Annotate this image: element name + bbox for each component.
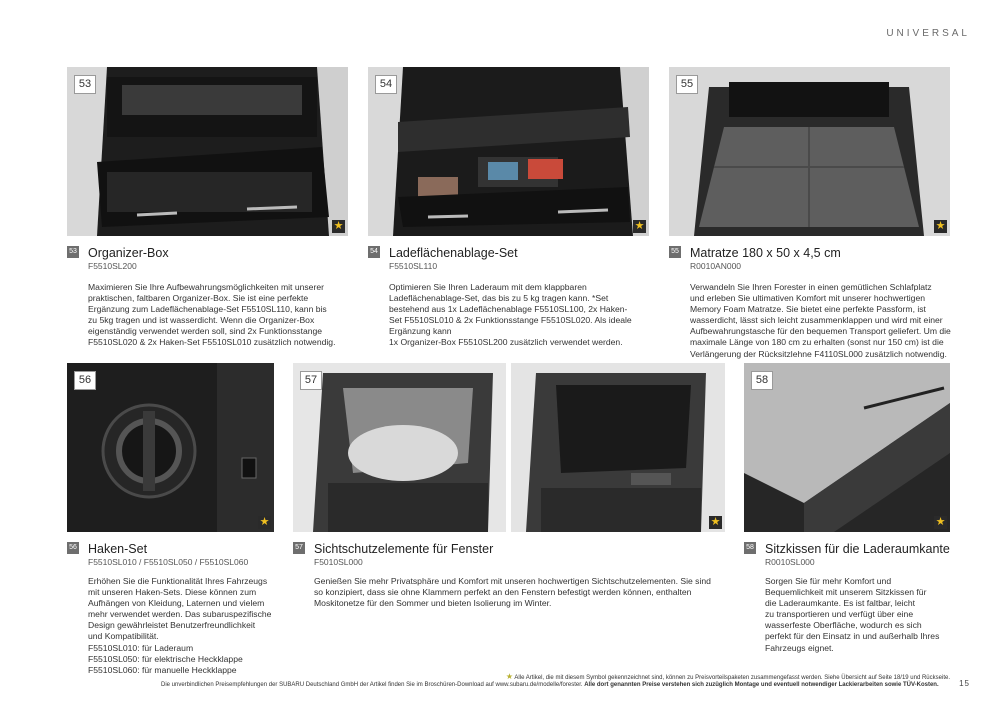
item-tag: 55 — [669, 246, 681, 258]
matratze-image — [669, 67, 950, 236]
description-line: Verlängerung der Rücksitzlehne F4110SL000 zusätzlich notwendig. — [690, 348, 947, 359]
description-line: Optimieren Sie Ihren Laderaum mit dem klappbaren — [389, 282, 587, 292]
description-line: zu transportieren und verfügt über eine — [765, 609, 914, 620]
description-line: bestehend aus 1x Ladeflächenablage F5510SL100, 2x Haken- — [389, 304, 628, 315]
item-title: Sichtschutzelemente für Fenster — [314, 542, 494, 556]
description-line: wasserdicht, lässt sich leicht zusammenklappen und wird mit einer — [690, 315, 943, 326]
description-line: F5510SL010: für Laderaum — [88, 642, 194, 653]
star-icon: ★ — [333, 220, 344, 232]
description-line: 1x Organizer-Box F5510SL200 zusätzlich verwendet werden. — [389, 337, 623, 348]
item-code: F5010SL000 — [314, 557, 363, 567]
footer-legal-bold: Alle dort genannten Preise verstehen sich zuzüglich Montage und eventuell notwendiger Lackierarbeiten sowie TÜV-Kosten. — [584, 682, 939, 688]
sichtschutz-right-image — [511, 363, 725, 532]
description-line: Bequemlichkeit mit unserem Sitzkissen für — [765, 587, 927, 598]
photo-ladeflaechenablage — [368, 67, 649, 236]
haken-set-image — [67, 363, 274, 532]
item-number: 53 — [74, 75, 96, 94]
ladeflaechenablage-image — [368, 67, 649, 236]
description-line: Ergänzung zum Ladeflächenablage-Set F5510SL110, kann bis — [88, 304, 327, 315]
description-line: zu 5kg tragen und ist wasserdicht. Wenn die Organizer-Box — [88, 315, 315, 326]
photo-matratze — [669, 67, 950, 236]
star-icon: ★ — [259, 516, 270, 528]
item-title: Ladeflächenablage-Set — [389, 246, 518, 260]
description-line: Ladeflächenablage-Set, das bis zu 5 kg tragen kann. *Set — [389, 293, 609, 304]
description-line: und Kompatibilität. — [88, 631, 159, 642]
description-line: Maximieren Sie Ihre Aufbewahrungsmöglichkeiten mit unserer — [88, 282, 324, 292]
description-line: perfekt für den Einsatz in und außerhalb Ihres — [765, 631, 940, 642]
description-line: F5510SL060: für manuelle Heckklappe — [88, 664, 237, 675]
description-line: Aufhängen von Kleidung, Laternen und vielem — [88, 598, 265, 609]
description-line: Moskitonetze für den Sommer und bieten Isolierung im Winter. — [314, 598, 552, 609]
description-line: maximale Länge von 180 cm zu erhalten (sonst nur 150 cm) ist die — [690, 337, 944, 348]
item-number: 56 — [74, 371, 96, 390]
description-line: und erleben Sie ultimativen Komfort mit unserer hochwertigen — [690, 293, 926, 304]
footer-note-text: Alle Artikel, die mit diesem Symbol gekennzeichnet sind, können zu Preisvorteilspaketen zusammengefasst werden. Siehe Übersicht auf Seite 18/19 und Rückseite. — [514, 675, 950, 681]
description-line: Genießen Sie mehr Privatsphäre und Komfort mit unseren hochwertigen Sichtschutzelementen. Sie sind — [314, 576, 711, 586]
description-line: so konzipiert, dass sie ohne Klammern perfekt an den Fenstern befestigt werden können, enthalten — [314, 587, 692, 598]
item-tag: 54 — [368, 246, 380, 258]
item-description — [88, 282, 335, 349]
description-line: F5510SL050: für elektrische Heckklappe — [88, 653, 243, 664]
footer-legal-text: Die unverbindlichen Preisempfehlungen der SUBARU Deutschland GmbH der Artikel finden Sie im Broschüren-Download auf www.subaru.de/modelle/forester. — [161, 682, 583, 688]
description-line: Aufbewahrungstasche für den bequemen Transport geliefert. Um die — [690, 326, 951, 337]
item-tag: 58 — [744, 542, 756, 554]
star-icon: ★ — [634, 220, 645, 232]
item-code: F5510SL200 — [88, 261, 137, 271]
item-code: F5510SL010 / F5510SL050 / F5510SL060 — [88, 557, 249, 567]
item-tag: 57 — [293, 542, 305, 554]
item-tag: 53 — [67, 246, 79, 258]
item-title: Haken-Set — [88, 542, 148, 556]
item-title: Organizer-Box — [88, 246, 169, 260]
star-icon: ★ — [710, 516, 721, 528]
item-code: R0010AN000 — [690, 261, 742, 271]
item-number: 57 — [300, 371, 322, 390]
description-line: Verwandeln Sie Ihren Forester in einen gemütlichen Schlafplatz — [690, 282, 932, 292]
item-description — [389, 282, 632, 349]
star-icon: ★ — [935, 516, 946, 528]
item-number: 55 — [676, 75, 698, 94]
item-description — [690, 282, 951, 360]
photo-sitzkissen — [744, 363, 950, 532]
description-line: mit unseren Haken-Sets. Diese können zum — [88, 587, 257, 598]
item-number: 54 — [375, 75, 397, 94]
item-number: 58 — [751, 371, 773, 390]
photo-organizer-box — [67, 67, 348, 236]
item-title: Matratze 180 x 50 x 4,5 cm — [690, 246, 841, 260]
star-symbol-icon: ★ — [505, 672, 514, 681]
sichtschutz-left-image — [293, 363, 506, 532]
item-code: F5510SL110 — [389, 261, 438, 271]
sitzkissen-image — [744, 363, 950, 532]
description-line: Fahrzeugs eignet. — [765, 642, 834, 653]
star-icon: ★ — [935, 220, 946, 232]
footer-legal — [161, 682, 939, 688]
item-title: Sitzkissen für die Laderaumkante — [765, 542, 950, 556]
description-line: Ergänzung kann — [389, 326, 452, 337]
organizer-box-image — [67, 67, 348, 236]
item-description — [314, 576, 711, 609]
item-description — [765, 576, 939, 654]
photo-haken-set — [67, 363, 274, 532]
description-line: die Laderaumkante. Es ist faltbar, leicht — [765, 598, 915, 609]
description-line: praktischen, faltbaren Organizer-Box. Sie ist eine perfekte — [88, 293, 309, 304]
section-label: UNIVERSAL — [886, 28, 970, 39]
description-line: eigenständig verwendet werden soll, sind 2x Funktionsstange — [88, 326, 323, 337]
page-number: 15 — [959, 679, 970, 688]
description-line: Memory Foam Matratze. Sie bietet eine perfekte Passform, ist — [690, 304, 926, 315]
photo-sichtschutz-right — [511, 363, 725, 532]
description-line: wasserfeste Oberfläche, wodurch es sich — [765, 620, 922, 631]
item-description — [88, 576, 271, 676]
photo-sichtschutz-left — [293, 363, 506, 532]
description-line: F5510SL020 & 2x Haken-Set F5510SL010 zusätzlich notwendig. — [88, 337, 336, 348]
description-line: mehr verwendet werden. Das subaruspezifische — [88, 609, 272, 620]
footer-note — [506, 672, 950, 681]
description-line: Erhöhen Sie die Funktionalität Ihres Fahrzeugs — [88, 576, 268, 586]
description-line: Set F5510SL010 & 2x Funktionsstange F5510SL020. Als ideale — [389, 315, 632, 326]
description-line: Design gewährleistet Benutzerfreundlichkeit — [88, 620, 256, 631]
item-code: R0010SL000 — [765, 557, 815, 567]
description-line: Sorgen Sie für mehr Komfort und — [765, 576, 892, 586]
item-tag: 56 — [67, 542, 79, 554]
